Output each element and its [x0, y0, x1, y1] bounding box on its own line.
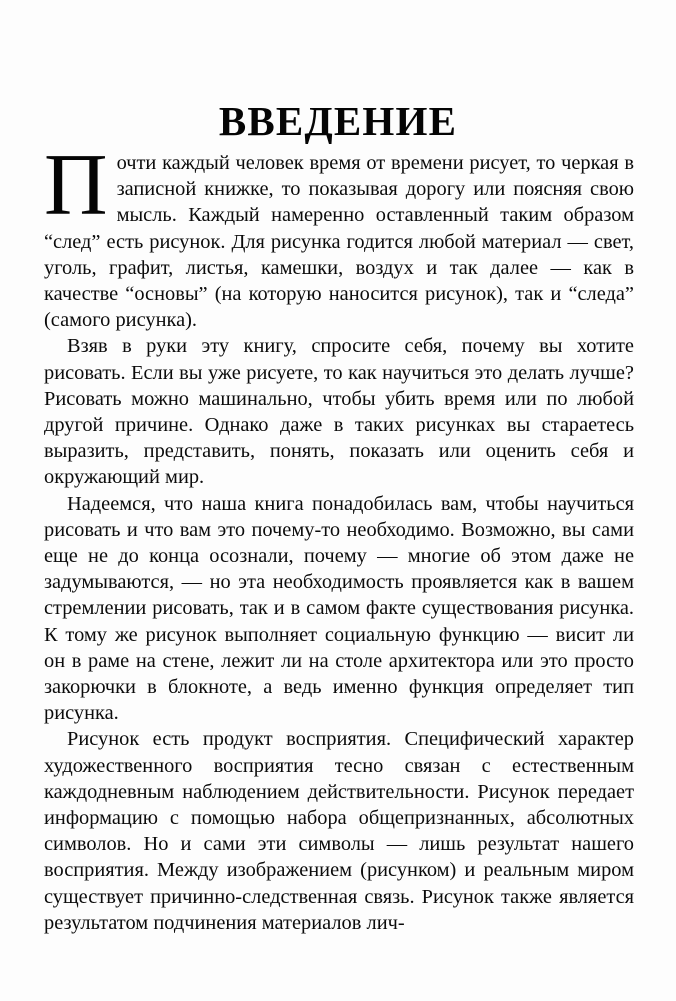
paragraph-3 — [44, 491, 634, 727]
paragraph-4-text: Рисунок есть продукт восприятия. Специфический характер художественного восприятия тесно связан с естественным каждодневным наблюдением действительности. Рисунок передает информацию с помощью набора общепризнанных, абсолютных символов. Но и сами эти символы — лишь результат нашего восприятия. Между изображением (рисунком) и реальным миром существует причинно-следственная связь. Рисунок также является результатом подчинения материалов лич- — [44, 728, 634, 934]
page-title: ВВЕДЕНИЕ — [218, 98, 458, 145]
paragraph-3-text: Надеемся, что наша книга понадобилась вам, чтобы научиться рисовать и что вам это почему-то необходимо. Возможно, вы сами еще не до конца осознали, почему — многие об этом даже не задумываются, — но эта необходимость проявляется как в вашем стремлении рисовать, так и в самом факте существования рисунка. К тому же рисунок выполняет социальную функцию — висит ли он в раме на стене, лежит ли на столе архитектора или это просто закорючки в блокноте, а ведь именно функция определяет тип рисунка. — [44, 492, 634, 725]
paragraph-1-text: очти каждый человек время от времени рисует, то черкая в записной книжке, то показывая дорогу или поясняя свою мысль. Каждый намеренно оставленный таким образом “след” есть рисунок. Для рисунка годится любой материал — свет, уголь, графит, листья, камешки, воздух и так далее — как в качестве “основы” (на которую наносится рисунок), так и “следа” (самого рисунка). — [44, 152, 634, 332]
paragraph-1 — [44, 137, 634, 333]
paragraph-2 — [44, 333, 634, 490]
paragraph-2-text: Взяв в руки эту книгу, спросите себя, почему вы хотите рисовать. Если вы уже рисуете, то как научиться это делать лучше? Рисовать можно машинально, чтобы убить время или по любой другой причине. Однако даже в таких рисунках вы стараетесь выразить, представить, понять, показать или оценить себя и окружающий мир. — [44, 335, 634, 489]
body-text-column — [44, 137, 634, 936]
drop-cap-letter: П — [44, 137, 108, 234]
paragraph-4 — [44, 726, 634, 936]
